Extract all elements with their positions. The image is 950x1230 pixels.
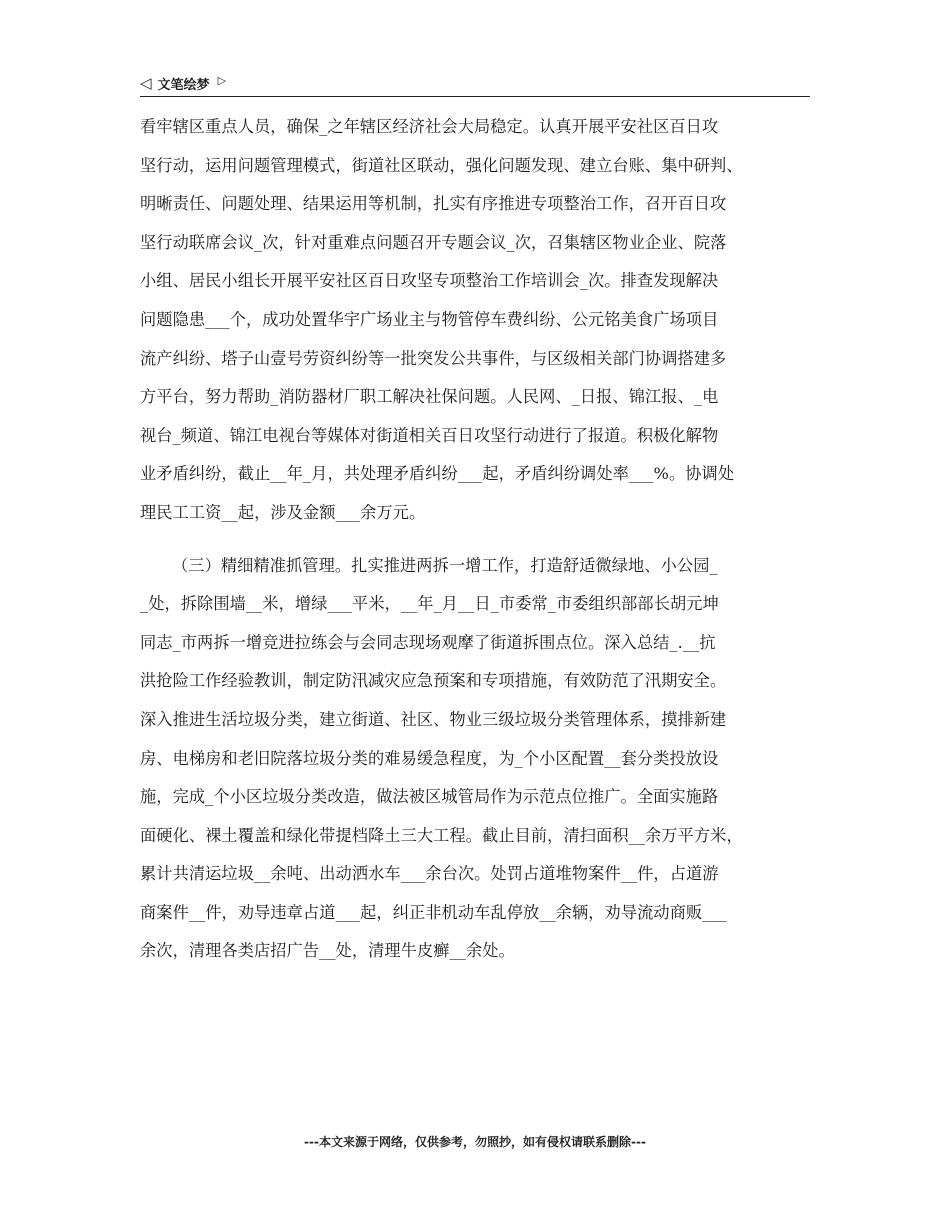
text-line: 房、电梯房和老旧院落垃圾分类的难易缓急程度，为_个小区配置__套分类投放设 <box>140 748 719 768</box>
text-line: 理民工工资__起，涉及金额___余万元。 <box>140 502 426 522</box>
triangle-right-icon: ▷ <box>217 73 227 87</box>
paragraph-1 <box>140 108 830 533</box>
paragraph-2 <box>140 547 830 972</box>
triangle-left-icon: ◁ <box>140 73 152 92</box>
text-line: 业矛盾纠纷，截止__年_月，共处理矛盾纠纷___起，矛盾纠纷调处率___%。协调处 <box>140 464 735 484</box>
text-line: 商案件__件，劝导违章占道___起，纠正非机动车乱停放__余辆，劝导流动商贩___ <box>140 902 727 922</box>
text-line: 视台_频道、锦江电视台等媒体对街道相关百日攻坚行动进行了报道。积极化解物 <box>140 425 719 445</box>
text-line: 问题隐患___个，成功处置华宇广场业主与物管停车费纠纷、公元铭美食广场项目 <box>140 309 719 329</box>
page-header <box>140 70 810 97</box>
text-line: 看牢辖区重点人员，确保_之年辖区经济社会大局稳定。认真开展平安社区百日攻 <box>140 117 719 136</box>
text-line: 流产纠纷、塔子山壹号劳资纠纷等一批突发公共事件，与区级相关部门协调搭建多 <box>140 348 727 368</box>
document-body <box>140 108 830 971</box>
footer-disclaimer: ---本文来源于网络，仅供参考，勿照抄，如有侵权请联系删除--- <box>304 1135 646 1149</box>
text-line: 方平台，努力帮助_消防器材厂职工解决社保问题。人民网、_日报、锦江报、_电 <box>140 387 719 407</box>
text-line: 施，完成_个小区垃圾分类改造，做法被区城管局作为示范点位推广。全面实施路 <box>140 787 719 807</box>
text-line: 余次，清理各类店招广告__处，清理牛皮癣__余处。 <box>140 941 515 961</box>
text-line: 坚行动，运用问题管理模式，街道社区联动，强化问题发现、建立台账、集中研判、 <box>140 155 743 175</box>
brand-name: 文笔绘梦 <box>157 77 210 93</box>
text-line: 坚行动联席会议_次，针对重难点问题召开专题会议_次，召集辖区物业企业、院落 <box>140 232 727 252</box>
section-heading-line: （三）精细精准抓管理。扎实推进两拆一增工作，打造舒适微绿地、小公园_ <box>172 555 718 575</box>
text-line: 明晰责任、问题处理、结果运用等机制，扎实有序推进专项整治工作，召开百日攻 <box>140 194 727 214</box>
text-line: 面硬化、裸土覆盖和绿化带提档降土三大工程。截止目前，清扫面积__余万平方米， <box>140 825 743 845</box>
text-line: 同志_市两拆一增竞进拉练会与会同志现场观摩了街道拆围点位。深入总结_.__抗 <box>140 632 716 652</box>
text-line: 洪抢险工作经验教训，制定防汛减灾应急预案和专项措施，有效防范了汛期安全。 <box>140 671 727 691</box>
text-line: _处，拆除围墙__米，增绿___平米，__年_月__日_市委常_市委组织部部长胡元坤 <box>140 594 719 614</box>
text-line: 小组、居民小组长开展平安社区百日攻坚专项整治工作培训会_次。排查发现解决 <box>140 271 719 291</box>
text-line: 深入推进生活垃圾分类，建立街道、社区、物业三级垃圾分类管理体系，摸排新建 <box>140 709 727 729</box>
text-line: 累计共清运垃圾__余吨、出动洒水车___余台次。处罚占道堆物案件__件，占道游 <box>140 864 719 884</box>
